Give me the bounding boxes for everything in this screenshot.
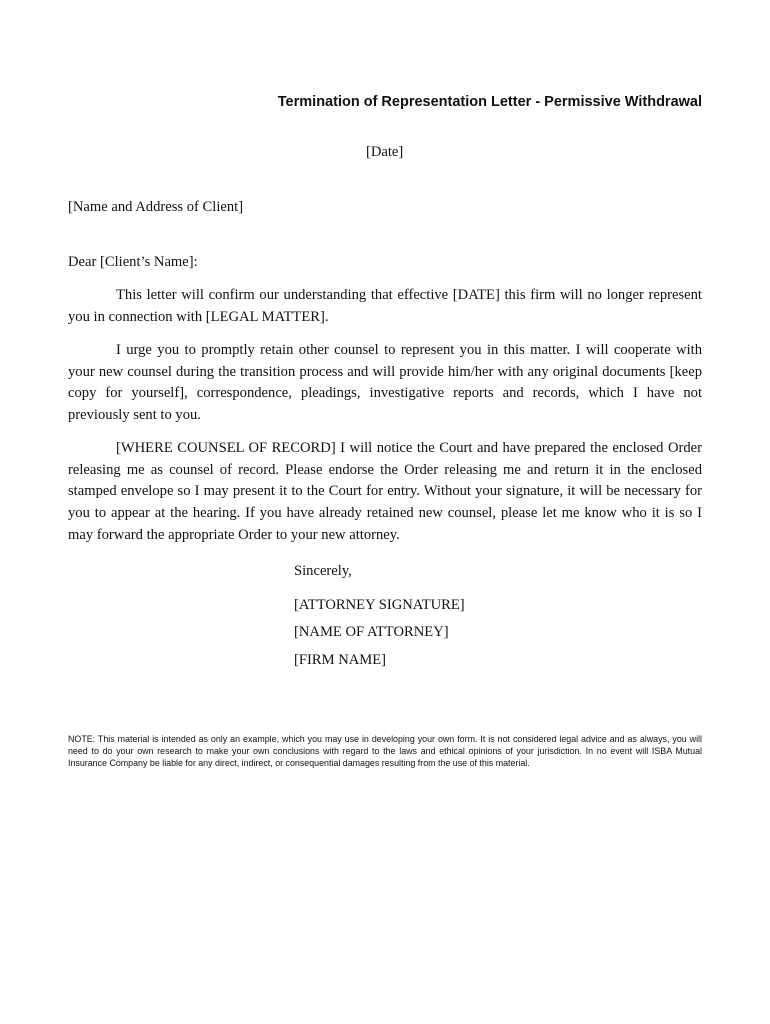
closing: Sincerely, — [294, 563, 352, 579]
attorney-signature-placeholder: [ATTORNEY SIGNATURE] — [294, 597, 465, 613]
firm-name-placeholder: [FIRM NAME] — [294, 652, 387, 668]
paragraph-retain-counsel: I urge you to promptly retain other counsel to represent you in this matter. I will cooperate with your new counsel during the transition process and will provide him/her with any original documents [keep copy for yourself], correspondence, pleadings, investigative reports and records, which I have not previously sent to you. — [68, 342, 702, 424]
paragraph-confirmation: This letter will confirm our understanding that effective [DATE] this firm will no longer represent you in connection with [LEGAL MATTER]. — [68, 287, 702, 325]
paragraph-counsel-of-record: [WHERE COUNSEL OF RECORD] I will notice the Court and have prepared the enclosed Order releasing me as counsel of record. Please endorse the Order releasing me and return it in the enclosed stamped envelope so I may present it to the Court for entry. Without your signature, it will be necessary for you to appear at the hearing. If you have already retained new counsel, please let me know who it is so I may forward the appropriate Order to your new attorney. — [68, 440, 702, 543]
document-title: Termination of Representation Letter - Permissive Withdrawal — [277, 94, 702, 110]
disclaimer-note: NOTE: This material is intended as only an example, which you may use in developing your own form. It is not considered legal advice and as always, you will need to do your own research to make your own conclusions with regard to the laws and ethical opinions of your jurisdiction. In no event will ISBA Mutual Insurance Company be liable for any direct, indirect, or consequential damages resulting from the use of this material. — [68, 734, 702, 769]
attorney-name-placeholder: [NAME OF ATTORNEY] — [294, 624, 449, 640]
client-address-placeholder: [Name and Address of Client] — [68, 199, 244, 215]
salutation: Dear [Client’s Name]: — [68, 254, 198, 270]
date-placeholder: [Date] — [366, 144, 404, 160]
